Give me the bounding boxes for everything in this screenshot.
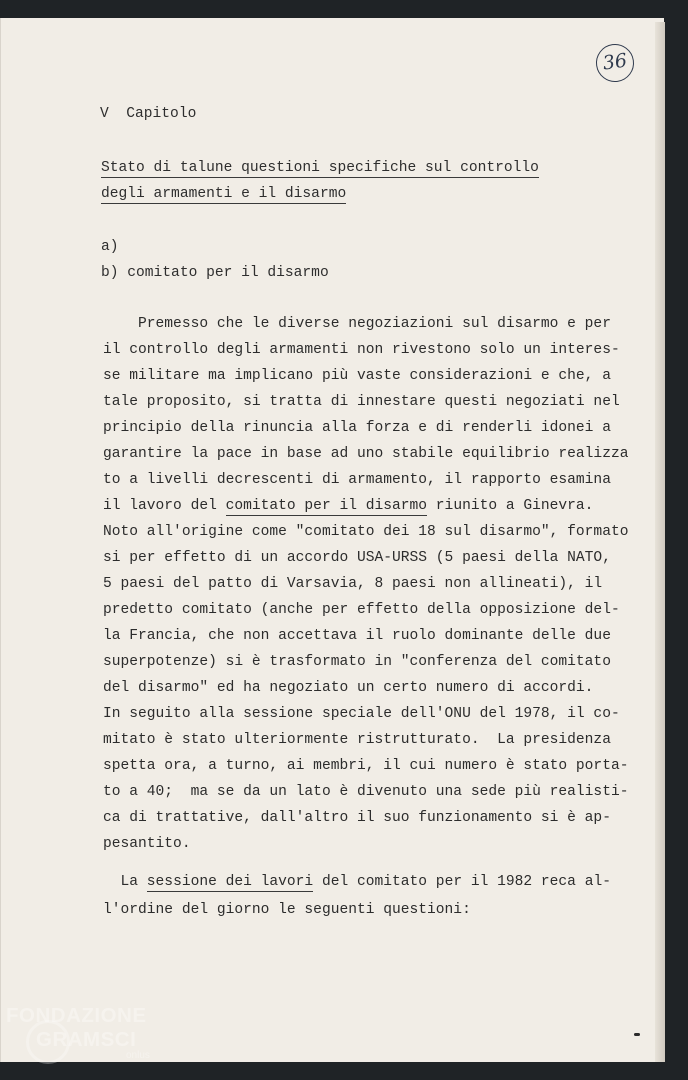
folio-number-stamp: 36	[594, 42, 637, 85]
paragraph-text: La	[103, 874, 147, 890]
paragraph-line: 5 paesi del patto di Varsavia, 8 paesi non allineati), il	[103, 576, 603, 592]
paragraph-line: superpotenze) si è trasformato in "conferenza del comitato	[103, 654, 611, 670]
paragraph-line-with-underline	[103, 874, 611, 890]
paragraph-line: si per effetto di un accordo USA-URSS (5 paesi della NATO,	[103, 550, 611, 566]
paragraph-line: principio della rinuncia alla forza e di renderli idonei a	[103, 420, 611, 436]
paragraph-line: ca di trattative, dall'altro il suo funzionamento si è ap-	[103, 810, 611, 826]
paragraph-line: il controllo degli armamenti non rivestono solo un interes-	[103, 342, 620, 358]
paragraph-line-with-underline	[103, 498, 593, 514]
section-title-line-1	[101, 158, 539, 178]
watermark-line-2: GRAMSCI	[36, 1028, 137, 1051]
section-title-text-1: Stato di talune questioni specifiche sul controllo	[101, 160, 539, 176]
paragraph-line: l'ordine del giorno le seguenti questioni:	[103, 902, 471, 918]
watermark-line-3: onlus	[126, 1050, 150, 1061]
watermark-logo	[2, 1004, 172, 1076]
paragraph-line: to a 40; ma se da un lato è divenuto una sede più realisti-	[103, 784, 629, 800]
paragraph-text: il lavoro del	[103, 498, 226, 514]
list-item-b: b) comitato per il disarmo	[101, 265, 329, 281]
underlined-term-sessione: sessione dei lavori	[146, 874, 314, 890]
paragraph-line: to a livelli decrescenti di armamento, il rapporto esamina	[103, 472, 611, 488]
paragraph-line: pesantito.	[103, 836, 191, 852]
chapter-heading: V Capitolo	[100, 106, 197, 122]
underlined-term-comitato: comitato per il disarmo	[225, 498, 428, 514]
paragraph-line: Noto all'origine come "comitato dei 18 sul disarmo", formato	[103, 524, 629, 540]
paragraph-line: spetta ora, a turno, ai membri, il cui numero è stato porta-	[103, 758, 629, 774]
paragraph-line: del disarmo" ed ha negoziato un certo numero di accordi.	[103, 680, 594, 696]
paragraph-line: predetto comitato (anche per effetto della opposizione del-	[103, 602, 620, 618]
list-item-a: a)	[101, 239, 119, 255]
paragraph-line: mitato è stato ulteriormente ristrutturato. La presidenza	[103, 732, 611, 748]
paragraph-line: Premesso che le diverse negoziazioni sul disarmo e per	[103, 316, 611, 332]
paragraph-line: In seguito alla sessione speciale dell'ONU del 1978, il co-	[103, 706, 620, 722]
ink-speck	[634, 1033, 640, 1036]
section-title-text-2: degli armamenti e il disarmo	[101, 186, 347, 202]
paragraph-line: se militare ma implicano più vaste considerazioni e che, a	[103, 368, 611, 384]
paragraph-line: la Francia, che non accettava il ruolo dominante delle due	[103, 628, 611, 644]
page-edge	[655, 22, 665, 1062]
section-title-line-2	[101, 184, 346, 204]
paragraph-text: riunito a Ginevra.	[427, 498, 594, 514]
paragraph-line: tale proposito, si tratta di innestare questi negoziati nel	[103, 394, 620, 410]
watermark-line-1: FONDAZIONE	[6, 1004, 147, 1027]
paragraph-text: del comitato per il 1982 reca al-	[313, 874, 611, 890]
paragraph-line: garantire la pace in base ad uno stabile equilibrio realizza	[103, 446, 629, 462]
